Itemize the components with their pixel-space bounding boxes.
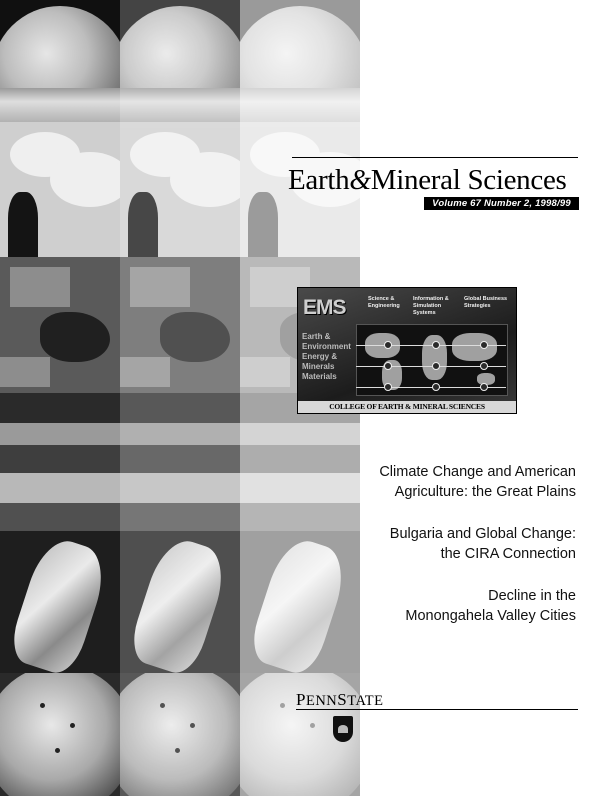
bottom-rule <box>296 709 578 710</box>
continent-shape <box>452 333 497 361</box>
stratum <box>0 445 120 473</box>
clouds-photo-tile <box>0 122 120 257</box>
ems-side-label: Earth & Environment <box>302 332 351 351</box>
ems-diagram <box>297 287 517 414</box>
headline-line: Monongahela Valley Cities <box>405 608 576 624</box>
pore <box>70 723 75 728</box>
tree-silhouette <box>128 192 158 257</box>
sphere <box>0 673 120 796</box>
sphere-photo-tile <box>0 673 120 796</box>
grid-node <box>480 341 488 349</box>
volume-issue-bar: Volume 67 Number 2, 1998/99 <box>424 197 579 210</box>
magazine-title <box>288 164 588 197</box>
aerial-photo-tile <box>0 257 120 393</box>
ems-side-label: Materials <box>302 372 337 381</box>
horizon-band <box>120 88 240 122</box>
stratum <box>120 445 240 473</box>
stratum <box>120 393 240 423</box>
land-patch <box>130 267 190 307</box>
pore <box>190 723 195 728</box>
grid-node <box>384 341 392 349</box>
land-patch <box>0 357 50 387</box>
pore <box>280 703 285 708</box>
logo-letters: TATE <box>347 693 384 709</box>
stratum <box>120 503 240 531</box>
sphere-photo-tile <box>120 673 240 796</box>
earth-photo-tile <box>120 0 240 122</box>
pore <box>310 723 315 728</box>
crystal <box>126 533 233 673</box>
headline-line: Decline in the <box>488 588 576 604</box>
water-body <box>160 312 230 362</box>
logo-letter: P <box>296 690 306 709</box>
logo-letter: S <box>337 690 348 709</box>
crystal <box>6 533 113 673</box>
stratum <box>120 473 240 503</box>
earth-photo-tile <box>240 0 360 122</box>
headline-line: Agriculture: the Great Plains <box>394 484 576 500</box>
stratum <box>240 423 360 445</box>
headline-line: Bulgaria and Global Change: <box>389 526 576 542</box>
stratum <box>0 503 120 531</box>
land-patch <box>10 267 70 307</box>
tree-silhouette <box>8 192 38 257</box>
stratum <box>120 423 240 445</box>
grid-node <box>480 362 488 370</box>
pore <box>55 748 60 753</box>
land-patch <box>120 357 170 387</box>
pennstate-shield-icon <box>333 716 353 742</box>
horizon-band <box>240 88 360 122</box>
pore <box>160 703 165 708</box>
earth-photo-tile <box>0 0 120 122</box>
horizon-band <box>0 88 120 122</box>
ems-header: Science & Engineering <box>368 296 400 309</box>
grid-node <box>432 383 440 391</box>
grid-node <box>432 341 440 349</box>
article-headline-bulgaria <box>316 524 576 564</box>
cloud <box>50 152 120 207</box>
grid-node <box>480 383 488 391</box>
title-part-earth: Earth <box>288 164 350 196</box>
ems-side-label: Energy & Minerals <box>302 352 338 371</box>
logo-letters: ENN <box>305 693 338 709</box>
rock-strata-photo-tile <box>0 393 120 531</box>
ems-header: Global Business Strategies <box>464 296 508 309</box>
tree-silhouette <box>248 192 278 257</box>
cloud <box>170 152 240 207</box>
crystal-photo-tile <box>120 531 240 673</box>
article-headline-monongahela <box>316 586 576 626</box>
clouds-photo-tile <box>120 122 240 257</box>
article-headline-climate <box>316 462 576 502</box>
rock-strata-photo-tile <box>120 393 240 531</box>
title-part-mineral-sciences: Mineral Sciences <box>370 164 567 196</box>
top-rule <box>292 157 578 158</box>
stratum <box>0 473 120 503</box>
stratum <box>0 393 120 423</box>
grid-node <box>384 362 392 370</box>
headline-line: the CIRA Connection <box>440 546 576 562</box>
grid-node <box>432 362 440 370</box>
stratum <box>0 423 120 445</box>
ems-logo: EMS <box>303 296 346 319</box>
ems-header: Information & Simulation Systems <box>413 296 449 316</box>
pennstate-logo <box>296 690 384 710</box>
pore <box>40 703 45 708</box>
land-patch <box>240 357 290 387</box>
ems-side-labels <box>302 332 362 382</box>
pore <box>175 748 180 753</box>
sphere <box>120 673 240 796</box>
title-ampersand: & <box>349 165 371 196</box>
aerial-photo-tile <box>120 257 240 393</box>
college-name-band: COLLEGE OF EARTH & MINERAL SCIENCES <box>298 401 516 413</box>
headline-line: Climate Change and American <box>379 464 576 480</box>
grid-node <box>384 383 392 391</box>
crystal-photo-tile <box>0 531 120 673</box>
water-body <box>40 312 110 362</box>
